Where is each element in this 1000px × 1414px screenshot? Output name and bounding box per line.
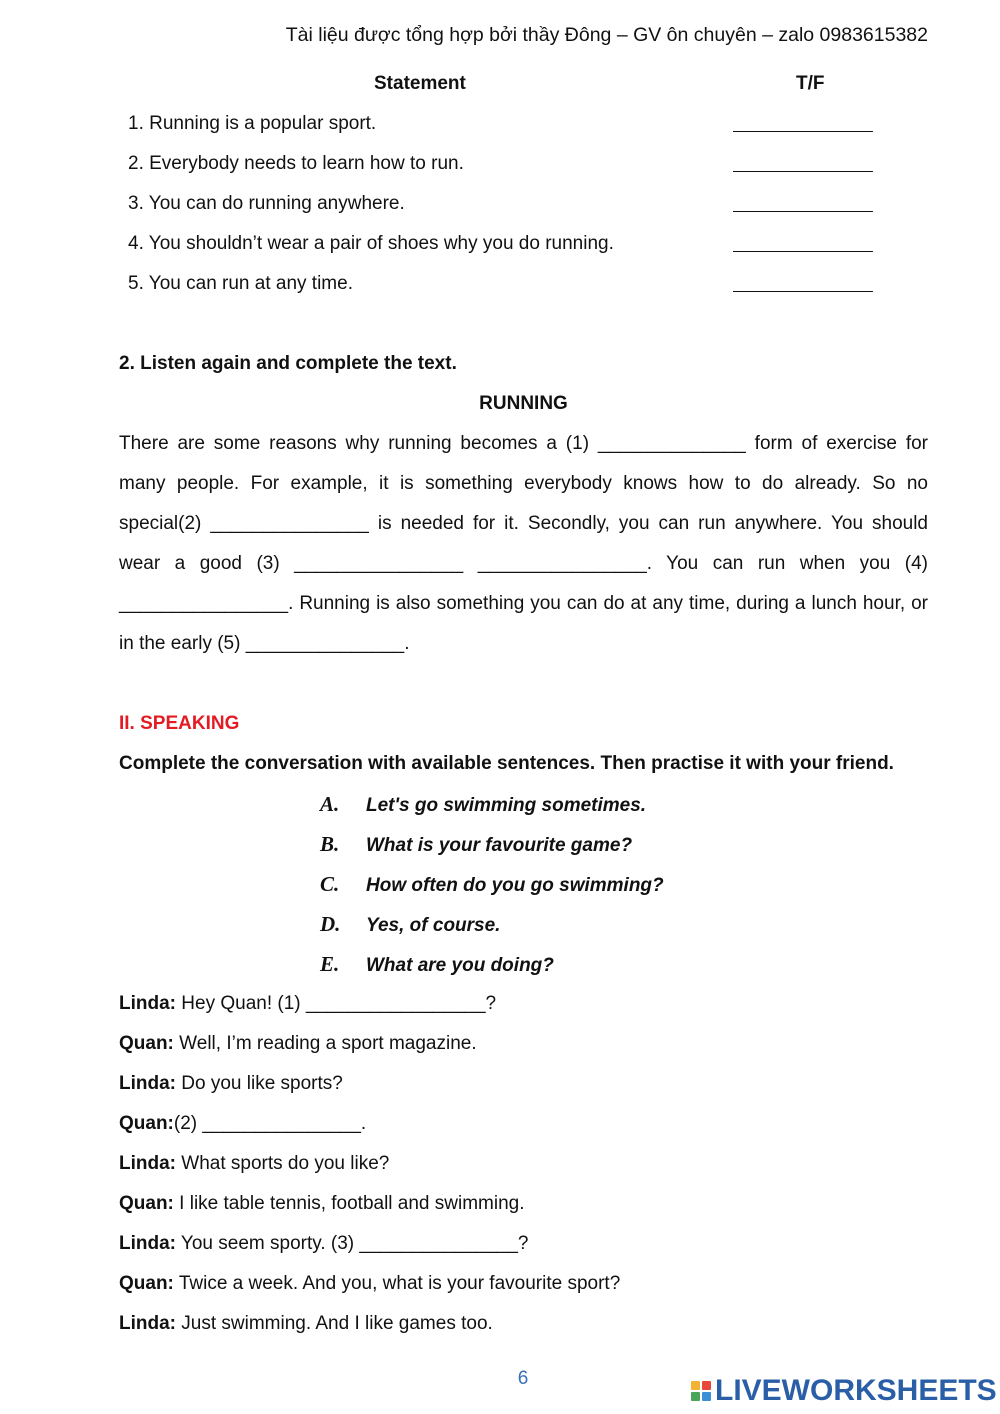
speaker-name: Linda: — [119, 993, 176, 1014]
option-letter: D. — [320, 912, 341, 936]
dialogue-text: You seem sporty. (3) _______________? — [176, 1233, 529, 1254]
dialogue-line — [119, 984, 928, 1024]
speaking-instruction: Complete the conversation with available sentences. Then practise it with your friend. — [119, 753, 894, 774]
dialogue-line — [119, 1264, 928, 1304]
speaker-name: Quan: — [119, 1273, 174, 1294]
option-text: Let's go swimming sometimes. — [366, 795, 647, 816]
option-letter: B. — [320, 832, 340, 856]
tf-row — [119, 184, 928, 224]
tf-row — [119, 224, 928, 264]
option-letter: A. — [320, 792, 340, 816]
tf-answer-blank[interactable] — [733, 211, 873, 212]
worksheet-content — [119, 64, 928, 1344]
speaker-name: Linda: — [119, 1153, 176, 1174]
statement-text: 1. Running is a popular sport. — [128, 113, 377, 134]
speaker-name: Quan: — [119, 1193, 174, 1214]
liveworksheets-logo[interactable] — [691, 1374, 997, 1408]
dialogue-text: Just swimming. And I like games too. — [176, 1313, 493, 1334]
dialogue-text: Twice a week. And you, what is your favourite sport? — [173, 1273, 621, 1294]
tf-row — [119, 144, 928, 184]
speaking-heading: II. SPEAKING — [119, 713, 240, 734]
statement-text: 4. You shouldn’t wear a pair of shoes why you do running. — [128, 233, 614, 254]
speaker-name: Linda: — [119, 1313, 176, 1334]
dialogue-text: Do you like sports? — [176, 1073, 343, 1094]
option-text: What are you doing? — [366, 955, 554, 976]
option-item — [119, 864, 928, 904]
option-letter: E. — [320, 952, 340, 976]
statement-column-header: Statement — [374, 73, 466, 94]
dialogue-text: I like table tennis, football and swimming. — [173, 1193, 525, 1214]
listening-instruction: 2. Listen again and complete the text. — [119, 353, 457, 374]
liveworksheets-logo-icon — [691, 1381, 711, 1401]
spacer — [119, 664, 928, 704]
tf-answer-blank[interactable] — [733, 291, 873, 292]
dialogue-line — [119, 1024, 928, 1064]
page-header: Tài liệu được tổng hợp bởi thầy Đông – GV ôn chuyên – zalo 0983615382 — [285, 24, 928, 46]
tf-row — [119, 264, 928, 304]
passage-title: RUNNING — [479, 393, 568, 414]
tf-row — [119, 104, 928, 144]
dialogue-line — [119, 1064, 928, 1104]
statement-text: 3. You can do running anywhere. — [128, 193, 405, 214]
spacer — [119, 304, 928, 344]
option-text: What is your favourite game? — [366, 835, 633, 856]
dialogue-text: Well, I’m reading a sport magazine. — [173, 1033, 477, 1054]
tf-table-header — [119, 64, 928, 104]
statement-text: 5. You can run at any time. — [128, 273, 353, 294]
statement-text: 2. Everybody needs to learn how to run. — [128, 153, 464, 174]
speaker-name: Linda: — [119, 1073, 176, 1094]
speaker-name: Quan: — [119, 1113, 174, 1134]
tf-answer-blank[interactable] — [733, 171, 873, 172]
liveworksheets-logo-text: LIVEWORKSHEETS — [715, 1374, 997, 1407]
dialogue-line — [119, 1144, 928, 1184]
option-item — [119, 784, 928, 824]
dialogue-text: Hey Quan! (1) _________________? — [176, 993, 497, 1014]
option-item — [119, 944, 928, 984]
tf-answer-blank[interactable] — [733, 251, 873, 252]
option-text: Yes, of course. — [366, 915, 501, 936]
tf-answer-blank[interactable] — [733, 131, 873, 132]
option-letter: C. — [320, 872, 340, 896]
dialogue-line — [119, 1104, 928, 1144]
page-number: 6 — [517, 1368, 529, 1389]
speaker-name: Linda: — [119, 1233, 176, 1254]
dialogue-text: What sports do you like? — [176, 1153, 390, 1174]
dialogue-line — [119, 1224, 928, 1264]
option-item — [119, 904, 928, 944]
tf-column-header: T/F — [796, 73, 825, 94]
speaker-name: Quan: — [119, 1033, 174, 1054]
dialogue-line — [119, 1184, 928, 1224]
option-item — [119, 824, 928, 864]
dialogue-text: (2) _______________. — [173, 1113, 367, 1134]
dialogue-line — [119, 1304, 928, 1344]
option-text: How often do you go swimming? — [366, 875, 664, 896]
passage-paragraph: There are some reasons why running becomes a (1) ______________ form of exercise for many people. For example, it is something everybody knows how to do already. So no special(2) _______________ is needed for it. Secondly, you can run anywhere. You should wear a good (3) ________________ ________________. You can run when you (4) ________________. Running is also something you can do at any time, during a lunch hour, or in the early (5) _______________. — [119, 433, 928, 654]
